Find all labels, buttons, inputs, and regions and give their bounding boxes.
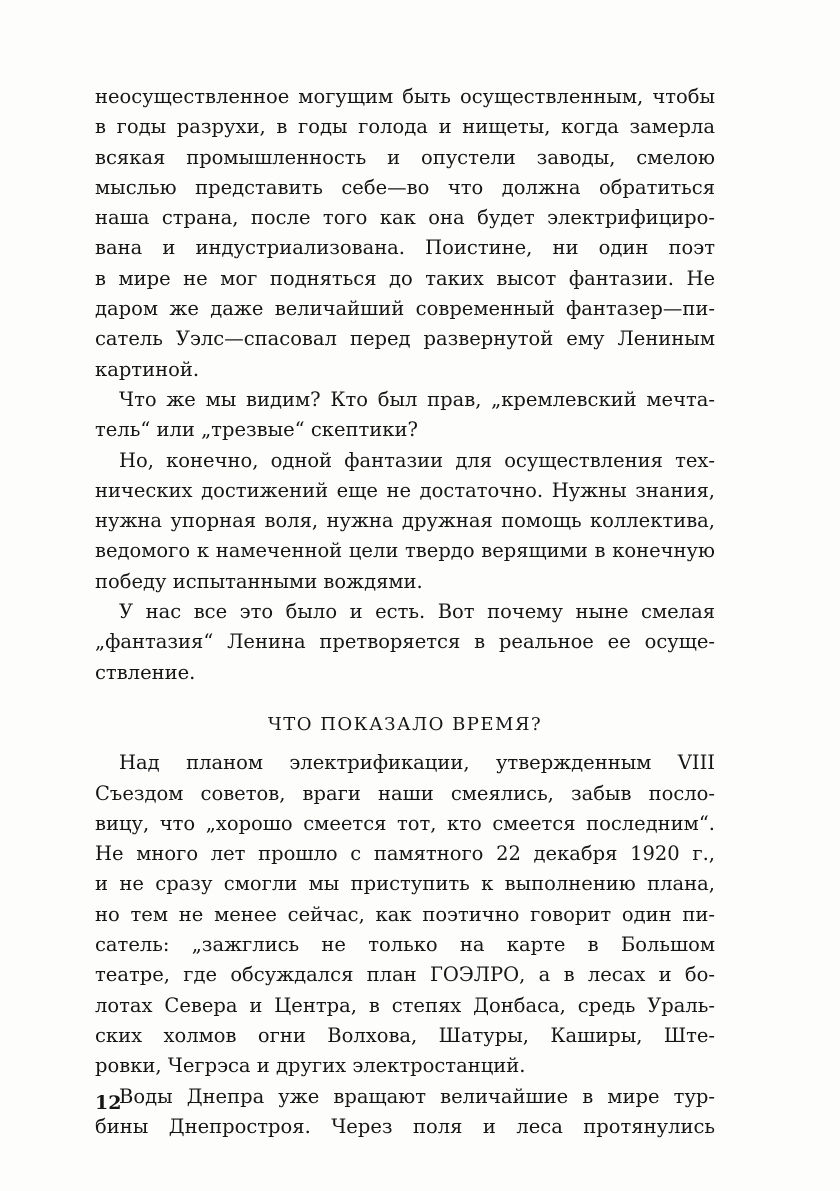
page-number: 12	[95, 1092, 122, 1114]
text-line: тель“ или „трезвые“ скептики?	[95, 418, 418, 442]
text-line: нужна упорная воля, нужна дружная помощь коллектива,	[95, 509, 715, 533]
text-line: нических достижений еще не достаточно. Нужны знания,	[95, 478, 715, 502]
paragraph	[95, 597, 715, 688]
paragraph	[95, 446, 715, 597]
text-line: ведомого к намеченной цели твердо верящими в конечную	[95, 539, 715, 563]
spacer	[95, 740, 715, 748]
text-line: в годы разрухи, в годы голода и нищеты, когда замерла	[95, 115, 715, 139]
text-line: Воды Днепра уже вращают величайшие в мире тур-	[119, 1084, 715, 1108]
page-text	[95, 82, 715, 1142]
text-line: но тем не менее сейчас, как поэтично говорит один пи-	[95, 902, 715, 926]
text-line: ствление.	[95, 660, 196, 684]
text-line: Что же мы видим? Кто был прав, „кремлевский мечта-	[119, 387, 715, 411]
text-line: Но, конечно, одной фантазии для осуществления тех-	[119, 448, 715, 472]
text-line: всякая промышленность и опустели заводы, смелою	[95, 145, 715, 169]
paragraph	[95, 82, 715, 385]
text-line: бины Днепростроя. Через поля и леса протянулись	[95, 1114, 715, 1138]
text-line: наша страна, после того как она будет электрифициро-	[95, 206, 715, 230]
section-heading: ЧТО ПОКАЗАЛО ВРЕМЯ?	[267, 713, 543, 735]
text-line: ских холмов огни Волхова, Шатуры, Каширы, Ште-	[95, 1023, 715, 1047]
text-line: в мире не мог подняться до таких высот фантазии. Не	[95, 266, 715, 290]
text-line: вана и индустриализована. Поистине, ни один поэт	[95, 236, 715, 260]
paragraph	[95, 385, 715, 446]
text-line: мыслью представить себе—во что должна обратиться	[95, 175, 715, 199]
text-line: У нас все это было и есть. Вот почему ныне смелая	[119, 600, 715, 624]
text-line: картиной.	[95, 357, 200, 381]
paragraph	[95, 1082, 715, 1143]
text-line: неосуществленное могущим быть осуществленным, чтобы	[95, 85, 715, 108]
text-line: сатель: „зажглись не только на карте в Большом	[95, 933, 715, 957]
text-line: Над планом электрификации, утвержденным VIII	[119, 751, 715, 775]
text-line: вицу, что „хорошо смеется тот, кто смеется последним“.	[95, 811, 715, 835]
text-line: Съездом советов, враги наши смеялись, забыв посло-	[95, 781, 715, 805]
spacer	[95, 688, 715, 710]
text-line: сатель Уэлс—спасовал перед развернутой ему Лениным	[95, 327, 715, 351]
text-line: „фантазия“ Ленина претворяется в реальное ее осуще-	[95, 630, 715, 654]
text-line: Не много лет прошло с памятного 22 декабря 1920 г.,	[95, 842, 715, 866]
text-line: ровки, Чегрэса и других электростанций.	[95, 1054, 526, 1078]
paragraph	[95, 748, 715, 1081]
text-line: и не сразу смогли мы приступить к выполнению плана,	[95, 872, 715, 896]
text-line: лотах Севера и Центра, в степях Донбаса, средь Ураль-	[95, 993, 715, 1017]
text-line: театре, где обсуждался план ГОЭЛРО, а в лесах и бо-	[95, 963, 715, 987]
text-line: победу испытанными вождями.	[95, 569, 423, 593]
text-line: даром же даже величайший современный фантазер—пи-	[95, 297, 715, 321]
